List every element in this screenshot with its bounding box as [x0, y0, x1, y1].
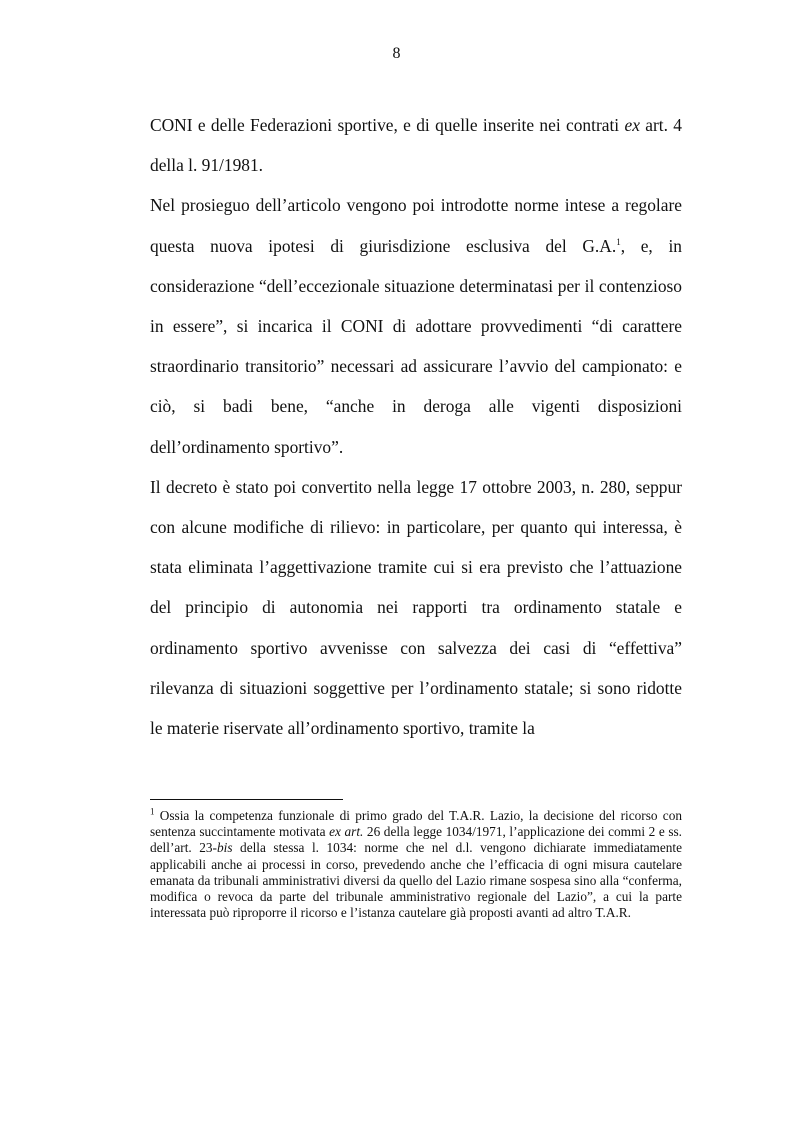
- paragraph-3: Il decreto è stato poi convertito nella legge 17 ottobre 2003, n. 280, seppur con alcune modifiche di rilievo: in particolare, per quanto qui interessa, è stata eliminata l’aggettivazione tramite cui si era previsto che l’attuazione del principio di autonomia nei rapporti tra ordinamento statale e ordinamento sportivo avvenisse con salvezza dei casi di “effettiva” rilevanza di situazioni soggettive per l’ordinamento statale; si sono ridotte le materie riservate all’ordinamento sportivo, tramite la: [150, 476, 682, 739]
- paragraph-1: [150, 105, 682, 185]
- body-text: [150, 105, 682, 748]
- paragraph-2-text-a: Nel prosieguo dell’articolo vengono poi introdotte norme intese a regolare questa nuova ipotesi di giurisdizione esclusiva del G.A.: [150, 195, 682, 256]
- footnote-number: 1: [150, 806, 155, 817]
- footnote-text-b: 26 della legge 1034/1971, l’applicazione dei commi 2 e ss. dell’art. 23-: [150, 824, 682, 856]
- footnote-1: [150, 808, 682, 921]
- footnote-reference[interactable]: 1: [616, 236, 621, 247]
- footnote-italic-a: ex art.: [329, 824, 364, 840]
- footnote-text-c: della stessa l. 1034: norme che nel d.l. vengono dichiarate immediatamente applicabili anche ai processi in corso, prevedendo anche che l’efficacia di ogni misura cautelare emanata da tribunali amministrativi diversi da quello del Lazio rimane sospesa sino alla “conferma, modifica o revoca da parte del tribunale amministrativo regionale del Lazio”, a cui la parte interessata può riproporre il ricorso e l’istanza cautelare già proposti avanti ad altro T.A.R.: [150, 840, 683, 921]
- footnote-divider: [150, 799, 343, 800]
- footnote-text-a: Ossia la competenza funzionale di primo grado del T.A.R. Lazio, la decisione del ricorso con sentenza succintamente motivata: [150, 808, 682, 840]
- paragraph-1-italic: ex: [624, 115, 640, 135]
- footnote-italic-b: bis: [216, 840, 233, 856]
- page-number: 8: [392, 45, 401, 62]
- paragraph-2-text-b: , e, in considerazione “dell’eccezionale situazione determinatasi per il contenzioso in essere”, si incarica il CONI di adottare provvedimenti “di carattere straordinario transitorio” necessari ad assicurare l’avvio del campionato: e ciò, si badi bene, “anche in deroga alle vigenti disposizioni dell’ordinamento sportivo”.: [150, 235, 682, 457]
- paragraph-1-text-b: art. 4 della l. 91/1981.: [150, 115, 682, 176]
- paragraph-2: [150, 185, 682, 466]
- paragraph-1-text-a: CONI e delle Federazioni sportive, e di quelle inserite nei contrati: [150, 115, 625, 135]
